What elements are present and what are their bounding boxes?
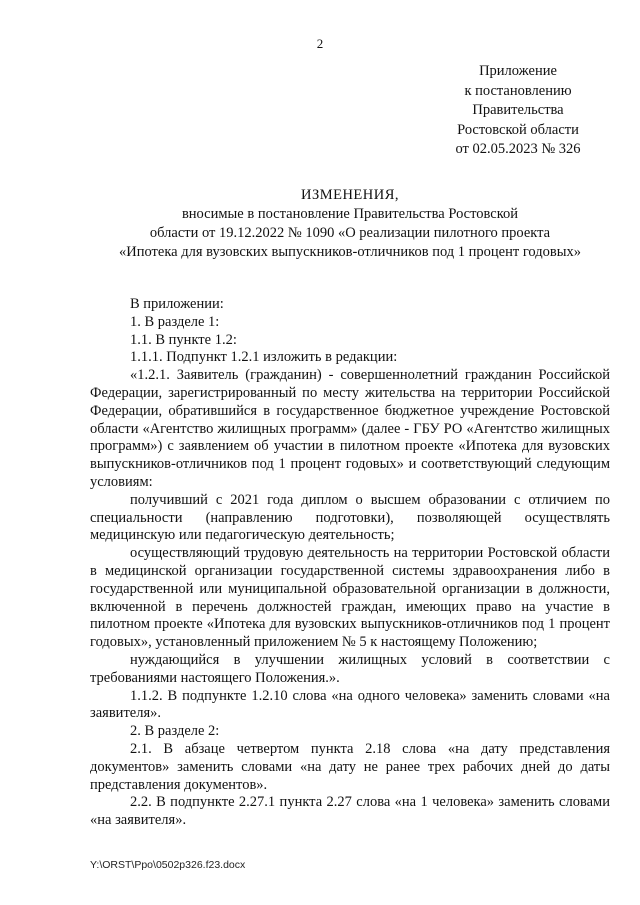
appendix-line: Приложение <box>479 63 557 79</box>
body-paragraph: 2. В разделе 2: <box>130 723 220 740</box>
heading-line: «Ипотека для вузовских выпускников-отличников под 1 процент годовых» <box>119 244 581 260</box>
heading-line: области от 19.12.2022 № 1090 «О реализации пилотного проекта <box>149 225 551 241</box>
body-paragraph: В приложении: <box>130 296 224 312</box>
body-paragraph: 2.1. В абзаце четвертом пункта 2.18 слова «на дату представления документов» заменить словами «на дату не ранее трех рабочих дней до даты представления документов». <box>90 740 610 793</box>
body-paragraph: нуждающийся в улучшении жилищных условий в соответствии с требованиями настоящего Положения.». <box>90 651 610 686</box>
body-paragraph: 1. В разделе 1: <box>130 313 220 330</box>
page-number: 2 <box>316 36 324 51</box>
body-paragraph: 1.1. В пункте 1.2: <box>130 331 237 348</box>
appendix-line: Правительства <box>472 102 564 118</box>
body-paragraph: 1.1.2. В подпункте 1.2.10 слова «на одного человека» заменить словами «на заявителя». <box>90 687 610 722</box>
footer-file-path: Y:\ORST\Ppo\0502p326.f23.docx <box>90 859 246 871</box>
body-paragraph: «1.2.1. Заявитель (гражданин) - совершеннолетний гражданин Российской Федерации, зарегистрированный по месту жительства на территории Российской Федерации, обратившийся в государственное бюджетное учреждение Ростовской области «Агентство жилищных программ» (далее - ГБУ РО «Агентство жилищных программ») с заявлением об участии в пилотном проекте «Ипотека для вузовских выпускников-отличников под 1 процент годовых» и соответствующий следующим условиям: <box>90 367 610 490</box>
body-paragraph: осуществляющий трудовую деятельность на территории Ростовской области в медицинской организации государственной системы здравоохранения либо в государственной или муниципальной образовательной организации в должности, включенной в перечень должностей граждан, имеющих право на участие в пилотном проекте «Ипотека для вузовских выпускников-отличников под 1 процент годовых», установленный приложением № 5 к настоящему Положению; <box>90 545 610 651</box>
body-paragraph: получивший с 2021 года диплом о высшем образовании с отличием по специальности (направлению подготовки), позволяющей осуществлять медицинскую или педагогическую деятельность; <box>90 491 610 544</box>
appendix-line: к постановлению <box>464 82 572 99</box>
appendix-line: Ростовской области <box>457 121 579 138</box>
heading-line: вносимые в постановление Правительства Ростовской <box>181 206 519 222</box>
body-paragraph: 2.2. В подпункте 2.27.1 пункта 2.27 слова «на 1 человека» заменить словами «на заявителя». <box>90 794 610 829</box>
appendix-block <box>418 62 618 160</box>
document-heading <box>90 186 610 262</box>
heading-title: ИЗМЕНЕНИЯ, <box>300 187 400 203</box>
appendix-line: от 02.05.2023 № 326 <box>455 141 581 157</box>
body-paragraph: 1.1.1. Подпункт 1.2.1 изложить в редакции: <box>130 349 398 366</box>
document-body <box>90 296 610 830</box>
